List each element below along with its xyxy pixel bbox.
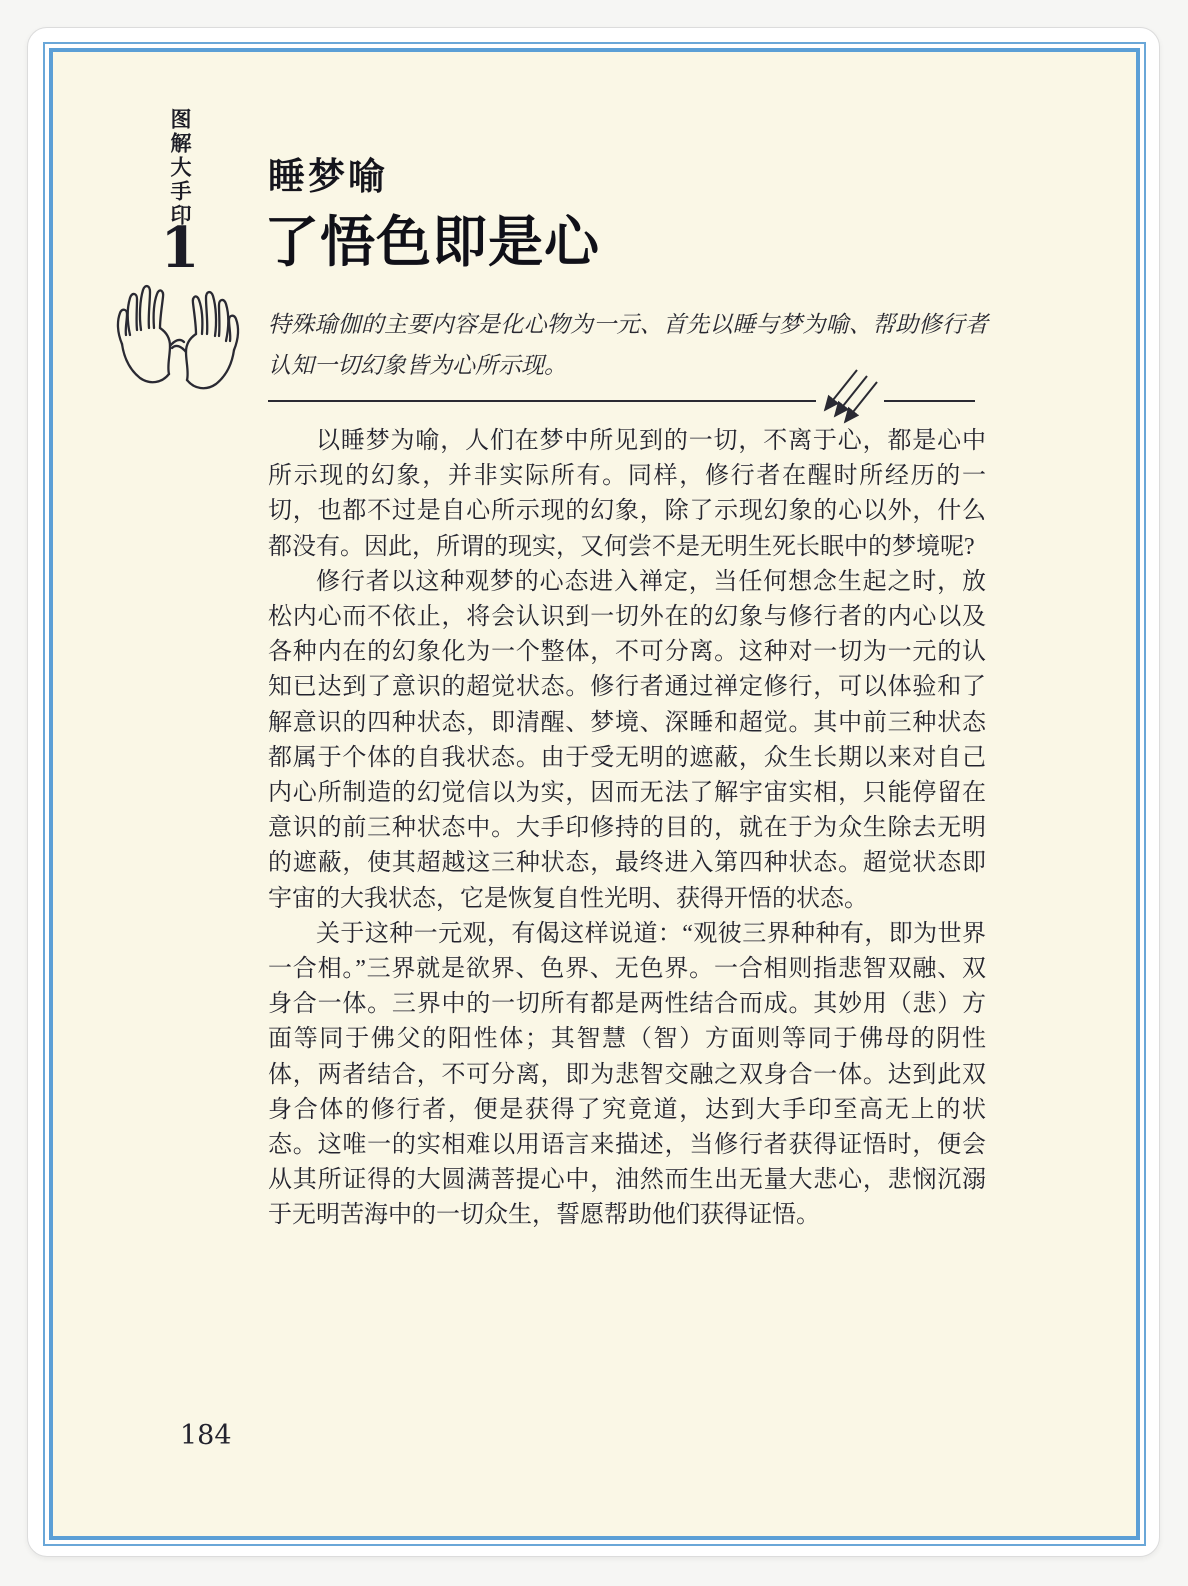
body-text	[268, 424, 986, 1234]
divider-line-short	[884, 400, 975, 402]
body-paragraph-2: 修行者以这种观梦的心态进入禅定，当任何想念生起之时，放松内心而不依止，将会认识到一切外在的幻象与修行者的内心以及各种内在的幻象化为一个整体，不可分离。这种对一切为一元的认知已达到了意识的超觉状态。修行者通过禅定修行，可以体验和了解意识的四种状态，即清醒、梦境、深睡和超觉。其中前三种状态都属于个体的自我状态。由于受无明的遮蔽，众生长期以来对自己内心所制造的幻觉信以为实，因而无法了解宇宙实相，只能停留在意识的前三种状态中。大手印修持的目的，就在于为众生除去无明的遮蔽，使其超越这三种状态，最终进入第四种状态。超觉状态即宇宙的大我状态，它是恢复自性光明、获得开悟的状态。	[268, 568, 986, 912]
page-title: 了悟色即是心	[264, 211, 601, 273]
mudra-hands-icon	[110, 280, 246, 392]
body-paragraph-3: 关于这种一元观，有偈这样说道：“观彼三界种种有，即为世界一合相。”三界就是欲界、色界、无色界。一合相则指悲智双融、双身合一体。三界中的一切所有都是两性结合而成。其妙用（悲）方面等同于佛父的阳性体；其智慧（智）方面则等同于佛母的阴性体，两者结合，不可分离，即为悲智交融之双身合一体。达到此双身合体的修行者，便是获得了究竟道，达到大手印至高无上的状态。这唯一的实相难以用语言来描述，当修行者获得证悟时，便会从其所证得的大圆满菩提心中，油然而生出无量大悲心，悲悯沉溺于无明苦海中的一切众生，誓愿帮助他们获得证悟。	[268, 920, 986, 1229]
divider-line-long	[268, 400, 816, 402]
sidebar-series-title: 图解大手印	[168, 108, 191, 228]
section-divider	[268, 388, 975, 416]
intro-paragraph: 特殊瑜伽的主要内容是化心物为一元、首先以睡与梦为喻、帮助修行者认知一切幻象皆为心所示现。	[268, 312, 988, 378]
chapter-number: 1	[160, 215, 200, 281]
page-number: 184	[180, 1420, 232, 1451]
body-paragraph-1: 以睡梦为喻，人们在梦中所见到的一切，不离于心，都是心中所示现的幻象，并非实际所有。同样，修行者在醒时所经历的一切，也都不过是自心所示现的幻象，除了示现幻象的心以外，什么都没有。因此，所谓的现实，又何尝不是无明生死长眠中的梦境呢?	[268, 428, 986, 560]
section-title: 睡梦喻	[268, 156, 388, 197]
